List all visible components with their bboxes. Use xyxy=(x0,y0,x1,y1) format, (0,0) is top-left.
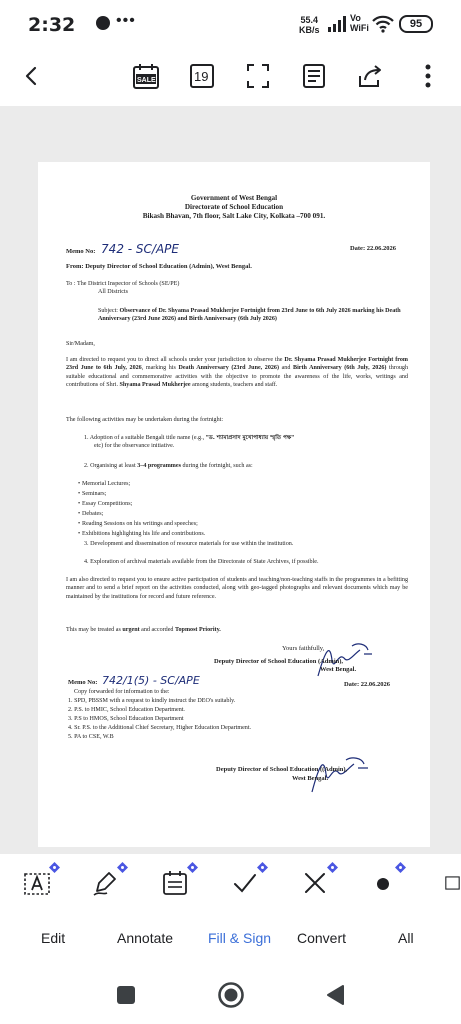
salutation: Sir/Madam, xyxy=(66,341,95,347)
para1-part-a: I am directed to request you to direct all schools under your jurisdiction to observe the xyxy=(66,357,283,363)
item2-part-c: during the fortnight, such as: xyxy=(182,463,253,469)
signer-1-title: Deputy Director of School Education (Admin), xyxy=(214,658,344,665)
para1-part-h: Shyama Prasad Mukherjee xyxy=(119,381,191,388)
bullet-item: • Seminars; xyxy=(82,490,402,498)
system-navigation-bar xyxy=(0,964,461,1024)
fullscreen-icon xyxy=(246,63,270,89)
document-page[interactable] xyxy=(38,162,430,847)
to-line-1: The District Inspector of Schools (SE/PE) xyxy=(76,281,180,287)
memo-date-2: Date: 22.06.2026 xyxy=(343,681,390,688)
recent-apps-square-icon xyxy=(116,985,136,1005)
document-viewer[interactable] xyxy=(0,106,461,854)
reader-mode-button[interactable] xyxy=(298,60,330,92)
vowifi-vo: Vo xyxy=(350,13,361,23)
premium-diamond-icon xyxy=(187,862,198,873)
activity-item-3: 3. Development and dissemination of resource materials for use within the institution. xyxy=(84,541,294,547)
paragraph-3 xyxy=(66,626,408,634)
memo-number-2 xyxy=(68,674,200,687)
from-line: From: Deputy Director of School Education (Admin), West Bengal. xyxy=(66,263,252,270)
annotate-pen-tool[interactable] xyxy=(86,864,124,902)
para3-part-a: This may be treated as xyxy=(66,627,121,633)
text-box-icon xyxy=(23,869,51,897)
para3-part-c: and accorded xyxy=(141,627,174,633)
battery-level: 95 xyxy=(399,15,433,33)
memo-date: Date: 22.06.2026 xyxy=(349,245,396,252)
para1-part-d: Death Anniversary (23rd June, 2026) xyxy=(178,365,279,372)
network-speed-unit: KB/s xyxy=(299,25,320,35)
fullscreen-button[interactable] xyxy=(242,60,274,92)
copy-recipient: 4. Sr. P.S. to the Additional Chief Secretary, Higher Education Department. xyxy=(68,725,252,731)
back-triangle-icon xyxy=(325,984,345,1006)
top-toolbar xyxy=(0,50,461,106)
bullet-item: • Reading Sessions on his writings and speeches; xyxy=(82,520,402,528)
page-count-badge: 19 xyxy=(194,69,209,84)
status-bar xyxy=(0,0,461,50)
para1-part-i: among students, teachers and staff. xyxy=(192,381,278,388)
more-tool[interactable] xyxy=(430,864,461,902)
status-time: 2:32 xyxy=(28,14,76,36)
copy-recipient: 5. PA to CSE, W.B xyxy=(68,734,114,740)
bottom-tabs xyxy=(0,912,461,964)
premium-diamond-icon xyxy=(327,862,338,873)
to-block xyxy=(66,280,408,297)
item1-part-b: etc) for the observance initiative. xyxy=(94,443,175,450)
para3-part-b: urgent xyxy=(122,627,140,633)
dot-tool[interactable] xyxy=(364,864,402,902)
letterhead-line-2: Directorate of School Education xyxy=(184,203,284,211)
share-button[interactable] xyxy=(354,60,386,92)
message-notification-icon xyxy=(96,16,110,30)
recent-apps-button[interactable] xyxy=(111,980,141,1010)
to-label: To : xyxy=(66,281,76,287)
para1-part-b: Dr. Shyama Prasad Mukherjee Fortnight from 23rd June to 6th July, 2026 xyxy=(66,357,408,372)
form-icon xyxy=(161,869,189,897)
item2-part-a: 2. Organising at least xyxy=(84,463,136,469)
arrow-left-icon xyxy=(22,66,42,86)
sale-label: SALE xyxy=(137,77,156,84)
home-button[interactable] xyxy=(216,980,246,1010)
reader-mode-icon xyxy=(302,63,326,89)
item1-part-a: 1. Adoption of a suitable Bengali title name (e.g., xyxy=(84,435,205,441)
bullet-item: • Essay Competitions; xyxy=(82,500,402,508)
page-count-button[interactable] xyxy=(186,60,218,92)
network-speed-value: 55.4 xyxy=(300,15,319,25)
check-icon xyxy=(231,869,259,897)
pen-icon xyxy=(91,869,119,897)
dot-icon xyxy=(369,869,397,897)
para1-part-f: Birth Anniversary (6th July, 2026) xyxy=(293,365,387,372)
tab-edit[interactable]: Edit xyxy=(41,930,66,946)
x-icon xyxy=(301,869,329,897)
to-line-2: All Districts xyxy=(98,289,128,296)
network-speed xyxy=(299,15,320,35)
checkmark-tool[interactable] xyxy=(226,864,264,902)
sale-promo-button[interactable] xyxy=(130,60,162,92)
more-options-button[interactable] xyxy=(412,60,444,92)
fill-sign-tools-bar xyxy=(0,854,461,912)
memo-handwritten: 742 - SC/APE xyxy=(101,242,179,256)
copy-recipient: 2. P.S. to HMIC, School Education Department. xyxy=(68,707,185,713)
premium-diamond-icon xyxy=(395,862,406,873)
memo2-handwritten: 742/1(5) - SC/APE xyxy=(102,674,200,687)
yours-faithfully: Yours faithfully, xyxy=(282,645,325,652)
item1-bengali-title: "ড. শ্যামাপ্রসাদ মুখোপাধ্যায় স্মৃতি পক্ষ" xyxy=(205,435,295,441)
activity-item-1 xyxy=(84,434,402,451)
more-vert-icon xyxy=(424,64,432,88)
share-icon xyxy=(357,64,383,88)
vowifi-label: WiFi xyxy=(350,23,369,33)
memo-label: Memo No: xyxy=(66,248,96,255)
back-button[interactable] xyxy=(16,60,48,92)
subject xyxy=(98,307,410,324)
para1-part-g: through suitable educational and commemorative activities with the objective to promote the awareness of the life, works, writings and contributions of Shri. xyxy=(66,365,409,388)
letterhead-line-3: Bikash Bhavan, 7th floor, Salt Lake City, Kolkata –700 091. xyxy=(142,212,326,220)
para1-part-c: , marking his xyxy=(141,365,176,372)
premium-diamond-icon xyxy=(257,862,268,873)
bullet-item: • Debates; xyxy=(82,510,402,518)
premium-diamond-icon xyxy=(117,862,128,873)
activity-item-4: 4. Exploration of archival materials available from the Directorate of State Archives, if possible. xyxy=(84,559,319,565)
subject-text: Observance of Dr. Shyama Prasad Mukherjee Fortnight from 23rd June to 6th July 2026 marking his Death Anniversary (23rd June 2026) and Birth Anniversary (6th July 2026) xyxy=(98,308,401,323)
signer-1-place: West Bengal. xyxy=(320,666,357,673)
tab-fill-sign[interactable]: Fill & Sign xyxy=(208,930,272,946)
activity-item-2 xyxy=(84,462,402,470)
letterhead-line-1: Government of West Bengal xyxy=(190,194,278,202)
subject-label: Subject: xyxy=(98,308,118,314)
bullet-item: • Exhibitions highlighting his life and contributions. xyxy=(82,530,402,538)
fill-sign-form-tool[interactable] xyxy=(156,864,194,902)
vowifi-indicator xyxy=(350,13,369,33)
more-notifications-icon: ••• xyxy=(116,12,136,29)
square-icon xyxy=(444,869,461,897)
premium-diamond-icon xyxy=(49,862,60,873)
item2-part-b: 3–4 programmes xyxy=(137,463,181,469)
paragraph-2: I am also directed to request you to ensure active participation of students and teaching/non-teaching staffs in the programmes in a befitting manner and to send a brief report on the activities conducted, along with geo-tagged photographs and relevant documents which may be maintained by the institutions for record and future reference. xyxy=(66,577,408,600)
bullet-item: • Memorial Lectures; xyxy=(82,480,402,488)
system-back-button[interactable] xyxy=(320,980,350,1010)
wifi-icon xyxy=(372,15,394,33)
text-edit-tool[interactable] xyxy=(18,864,56,902)
paragraph-1 xyxy=(66,356,408,389)
para3-part-d: Topmost Priority. xyxy=(175,627,221,633)
copy-recipient: 3. P.S to HMOS, School Education Department xyxy=(68,716,184,722)
tab-convert[interactable]: Convert xyxy=(297,930,347,946)
letterhead xyxy=(38,194,430,221)
para1-part-e: and xyxy=(281,365,291,372)
home-circle-icon xyxy=(217,981,245,1009)
memo-number xyxy=(66,242,179,256)
tab-annotate[interactable]: Annotate xyxy=(117,930,174,946)
signer-2-title: Deputy Director of School Education ((Admin), xyxy=(216,766,348,773)
signal-strength-icon xyxy=(327,16,347,32)
copy-recipient: 1. SPD, PBSSM with a request to kindly instruct the DEO's suitably. xyxy=(68,698,236,704)
memo2-label: Memo No: xyxy=(68,679,98,686)
copy-forwarded: Copy forwarded for information to the: xyxy=(74,689,170,695)
signer-2-place: West Bengal. xyxy=(292,775,329,782)
sale-calendar-icon xyxy=(132,62,160,90)
tab-all[interactable]: All xyxy=(398,930,414,946)
cross-tool[interactable] xyxy=(296,864,334,902)
activities-intro: The following activities may be undertaken during the fortnight: xyxy=(66,417,224,423)
